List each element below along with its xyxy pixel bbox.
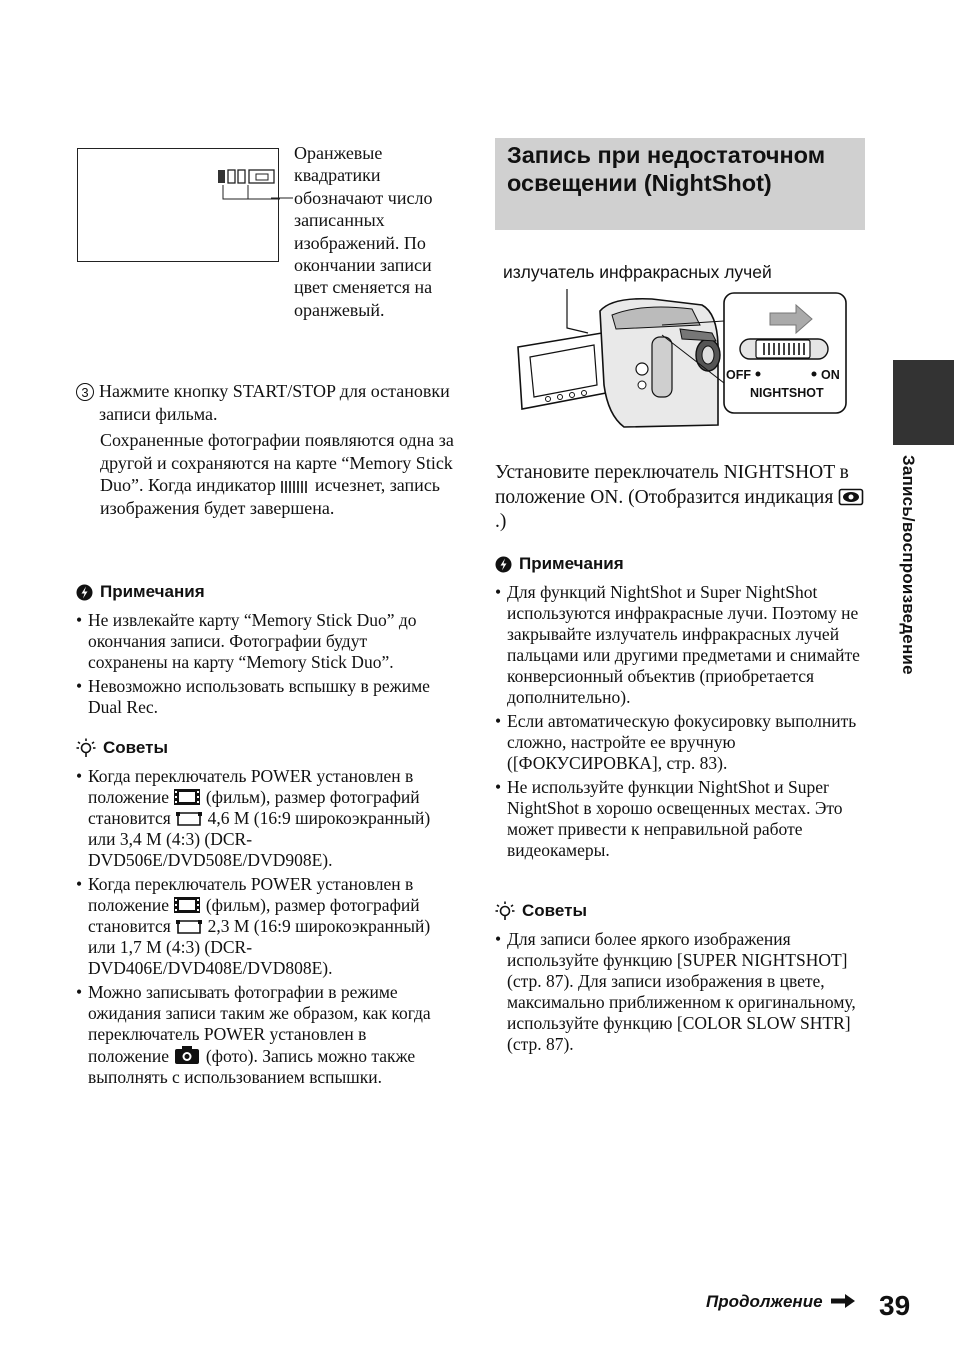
step-number: 3 bbox=[76, 383, 94, 401]
step-3-text-b: исчезнет, запись изображения будет завершена. bbox=[100, 475, 441, 518]
left-tips-section bbox=[76, 738, 446, 1091]
list-item: • Когда переключатель POWER установлен в положение (фильм), размер фотографий становится 4,6 M (16:9 широкоэкранный) или 3,4 M (4:3) (DCR-DVD506E/DVD508E/DVD908E). bbox=[76, 766, 446, 871]
right-notes-list bbox=[495, 582, 867, 861]
movie-mode-icon bbox=[173, 788, 201, 806]
page-number: 39 bbox=[879, 1290, 911, 1321]
list-item: • Если автоматическую фокусировку выполнить сложно, настройте ее вручную ([ФОКУСИРОВКА], стр. 83). bbox=[495, 711, 867, 774]
nightshot-instruction: Установите переключатель NIGHTSHOT в положение ON. (Отобразится индикация .) bbox=[495, 461, 875, 535]
step-3-instruction: Нажмите кнопку START/STOP для остановки записи фильма. bbox=[99, 381, 450, 424]
widescreen-photo-size-icon bbox=[175, 919, 203, 935]
chapter-label: Запись/воспроизведение bbox=[899, 455, 918, 675]
image-counter-icon bbox=[78, 149, 280, 263]
lcd-caption: Оранжевые квадратики обозначают число записанных изображений. По окончании записи цвет сменяется на оранжевый. bbox=[294, 143, 433, 320]
left-notes-section bbox=[76, 582, 446, 721]
lcd-screen-illustration bbox=[77, 148, 279, 262]
widescreen-photo-size-icon bbox=[175, 811, 203, 827]
tips-lightbulb-icon bbox=[495, 901, 515, 921]
right-tips-heading: Советы bbox=[495, 901, 867, 921]
continued-footer bbox=[706, 1292, 855, 1312]
right-tips-list bbox=[495, 929, 867, 1055]
switch-off-label: OFF bbox=[726, 368, 751, 382]
list-item: • Для функций NightShot и Super NightShot используются инфракрасные лучи. Поэтому не закрывайте излучатель инфракрасных лучей пальцами или другими предметами и снимайте конверсионный объектив (приобретается дополнительно). bbox=[495, 582, 867, 708]
switch-name-label: NIGHTSHOT bbox=[750, 386, 824, 400]
camcorder-illustration bbox=[512, 285, 852, 440]
right-notes-section bbox=[495, 554, 867, 864]
notes-warning-icon bbox=[495, 556, 512, 573]
list-item: • Не извлекайте карту “Memory Stick Duo” до окончания записи. Фотографии будут сохранены на карту “Memory Stick Duo”. bbox=[76, 610, 446, 673]
step-3-text-a: Сохраненные фотографии появляются одна за другой и сохраняются на карте “Memory Stick Duo”. Когда индикатор bbox=[100, 430, 454, 495]
list-item: • Можно записывать фотографии в режиме ожидания записи таким же образом, как когда переключатель POWER установлен в положение (фото). Запись можно также выполнять с использованием вспышки. bbox=[76, 982, 446, 1088]
nightshot-indicator-icon bbox=[838, 488, 864, 506]
right-notes-heading: Примечания bbox=[495, 554, 867, 574]
list-item: • Не используйте функции NightShot и Super NightShot в хорошо освещенных местах. Это может привести к неправильной работе видеокамеры. bbox=[495, 777, 867, 861]
left-notes-list bbox=[76, 610, 446, 718]
notes-warning-icon bbox=[76, 584, 93, 601]
left-tips-list bbox=[76, 766, 446, 1088]
section-title: Запись при недостаточном освещении (NightShot) bbox=[507, 142, 826, 196]
continued-label: Продолжение bbox=[706, 1292, 823, 1311]
movie-mode-icon bbox=[173, 896, 201, 914]
step-3 bbox=[76, 380, 456, 519]
caption-leader-line bbox=[271, 196, 295, 202]
memory-access-indicator-icon bbox=[280, 480, 310, 494]
ir-emitter-label: излучатель инфракрасных лучей bbox=[503, 262, 772, 282]
step-3-description bbox=[76, 429, 456, 519]
tips-lightbulb-icon bbox=[76, 738, 96, 758]
photo-mode-camera-icon bbox=[173, 1045, 201, 1065]
right-tips-section bbox=[495, 901, 867, 1058]
chapter-tab bbox=[893, 360, 954, 445]
list-item: • Невозможно использовать вспышку в режиме Dual Rec. bbox=[76, 676, 446, 718]
left-notes-heading: Примечания bbox=[76, 582, 446, 602]
left-tips-heading: Советы bbox=[76, 738, 446, 758]
switch-on-label: ON bbox=[821, 368, 840, 382]
list-item: • Для записи более яркого изображения используйте функцию [SUPER NIGHTSHOT] (стр. 87). Для записи изображения в цвете, максимально приближенном к оригинальному, используйте функцию [COLOR SLOW SHTR] (стр. 87). bbox=[495, 929, 867, 1055]
arrow-right-icon bbox=[831, 1294, 855, 1308]
list-item: • Когда переключатель POWER установлен в положение (фильм), размер фотографий становится 2,3 M (16:9 широкоэкранный) или 1,7 M (4:3) (DCR-DVD406E/DVD408E/DVD808E). bbox=[76, 874, 446, 979]
